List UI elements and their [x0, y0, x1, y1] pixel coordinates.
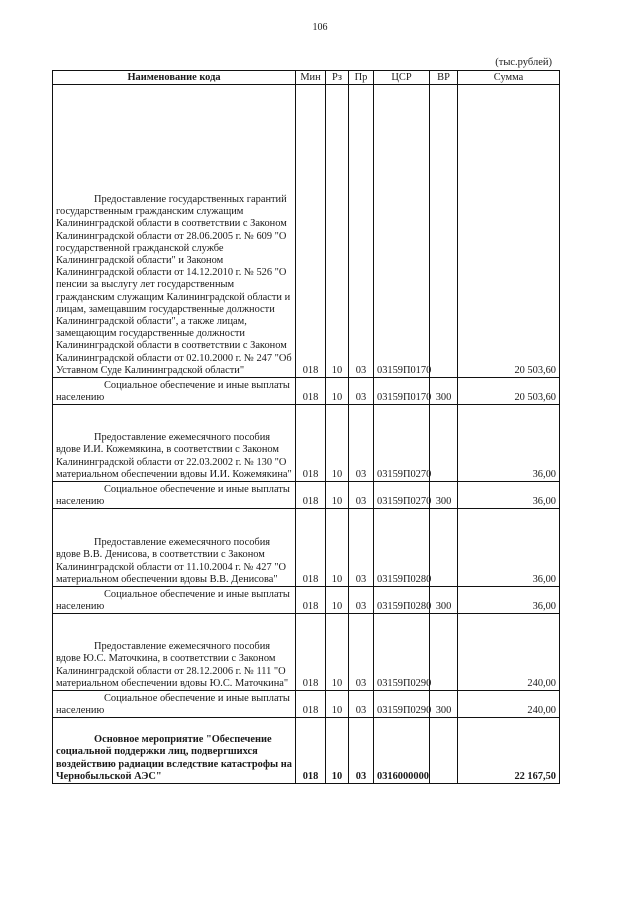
row-pr: 03 [349, 482, 374, 509]
table-row [53, 587, 560, 614]
budget-table [52, 70, 560, 784]
row-sum: 20 503,60 [458, 378, 560, 405]
table-row [53, 85, 560, 378]
table-row [53, 405, 560, 482]
row-rz: 10 [326, 718, 349, 784]
row-name: Предоставление государственных гарантий государственным гражданским служащим Калининградской области в соответствии с Законом Калининградской области от 28.06.2005 г. № 609 "О государственной гражданской службе Калининградской области" и Законом Калининградской области от 14.12.2010 г. № 526 "О пенсии за выслугу лет государственным гражданским служащим Калининградской области и лицам, замещавшим государственные должности Калининградской области", а также лицам, замещающим государственные должности Калининградской области в соответствии с Законом Калининградской области от 02.10.2000 г. № 247 "Об Уставном Суде Калининградской области" [53, 85, 296, 378]
row-name: Предоставление ежемесячного пособия вдове И.И. Кожемякина, в соответствии с Законом Калининградской области от 22.03.2002 г. № 130 "О материальном обеспечении вдовы И.И. Кожемякина" [53, 405, 296, 482]
row-pr: 03 [349, 718, 374, 784]
row-csr: 03159П0270 [374, 405, 430, 482]
row-pr: 03 [349, 405, 374, 482]
row-csr: 0316000000 [374, 718, 430, 784]
row-name: Предоставление ежемесячного пособия вдове Ю.С. Маточкина, в соответствии с Законом Калининградской области от 28.12.2006 г. № 111 "О материальном обеспечении вдовы Ю.С. Маточкина" [53, 614, 296, 691]
row-csr: 03159П0290 [374, 614, 430, 691]
row-csr: 03159П0170 [374, 85, 430, 378]
header-csr: ЦСР [374, 71, 430, 85]
row-rz: 10 [326, 405, 349, 482]
row-name: Социальное обеспечение и иные выплаты населению [53, 587, 296, 614]
row-name: Основное мероприятие "Обеспечение социальной поддержки лиц, подвергшихся воздействию радиации вследствие катастрофы на Чернобыльской АЭС" [53, 718, 296, 784]
row-sum: 22 167,50 [458, 718, 560, 784]
row-rz: 10 [326, 482, 349, 509]
row-sum: 36,00 [458, 587, 560, 614]
row-sum: 36,00 [458, 482, 560, 509]
units-label: (тыс.рублей) [495, 57, 552, 68]
page-number: 106 [312, 22, 328, 33]
row-rz: 10 [326, 587, 349, 614]
row-csr: 03159П0270 [374, 482, 430, 509]
row-vr [430, 85, 458, 378]
table-row [53, 509, 560, 587]
row-csr: 03159П0280 [374, 509, 430, 587]
row-name: Социальное обеспечение и иные выплаты населению [53, 378, 296, 405]
row-vr [430, 718, 458, 784]
row-sum: 36,00 [458, 509, 560, 587]
row-min: 018 [296, 405, 326, 482]
row-pr: 03 [349, 691, 374, 718]
row-vr [430, 405, 458, 482]
table-row [53, 378, 560, 405]
row-sum: 36,00 [458, 405, 560, 482]
row-min: 018 [296, 587, 326, 614]
row-vr: 300 [430, 587, 458, 614]
table-header-row [53, 71, 560, 85]
row-min: 018 [296, 482, 326, 509]
row-min: 018 [296, 509, 326, 587]
row-min: 018 [296, 378, 326, 405]
row-rz: 10 [326, 614, 349, 691]
table-row [53, 691, 560, 718]
header-sum: Сумма [458, 71, 560, 85]
row-vr: 300 [430, 482, 458, 509]
table-row [53, 718, 560, 784]
row-sum: 240,00 [458, 614, 560, 691]
row-pr: 03 [349, 85, 374, 378]
row-pr: 03 [349, 378, 374, 405]
row-pr: 03 [349, 509, 374, 587]
row-csr: 03159П0290 [374, 691, 430, 718]
row-pr: 03 [349, 614, 374, 691]
header-name: Наименование кода [53, 71, 296, 85]
row-vr [430, 614, 458, 691]
header-pr: Пр [349, 71, 374, 85]
row-vr: 300 [430, 691, 458, 718]
row-min: 018 [296, 614, 326, 691]
row-min: 018 [296, 691, 326, 718]
table-row [53, 482, 560, 509]
header-rz: Рз [326, 71, 349, 85]
row-name: Предоставление ежемесячного пособия вдове В.В. Денисова, в соответствии с Законом Калининградской области от 11.10.2004 г. № 427 "О материальном обеспечении вдовы В.В. Денисова" [53, 509, 296, 587]
row-min: 018 [296, 718, 326, 784]
row-rz: 10 [326, 691, 349, 718]
row-csr: 03159П0280 [374, 587, 430, 614]
table-row [53, 614, 560, 691]
row-rz: 10 [326, 509, 349, 587]
row-rz: 10 [326, 85, 349, 378]
row-name: Социальное обеспечение и иные выплаты населению [53, 482, 296, 509]
row-csr: 03159П0170 [374, 378, 430, 405]
row-vr [430, 509, 458, 587]
header-vr: ВР [430, 71, 458, 85]
row-vr: 300 [430, 378, 458, 405]
row-sum: 20 503,60 [458, 85, 560, 378]
row-pr: 03 [349, 587, 374, 614]
header-min: Мин [296, 71, 326, 85]
row-sum: 240,00 [458, 691, 560, 718]
row-name: Социальное обеспечение и иные выплаты населению [53, 691, 296, 718]
row-min: 018 [296, 85, 326, 378]
row-rz: 10 [326, 378, 349, 405]
